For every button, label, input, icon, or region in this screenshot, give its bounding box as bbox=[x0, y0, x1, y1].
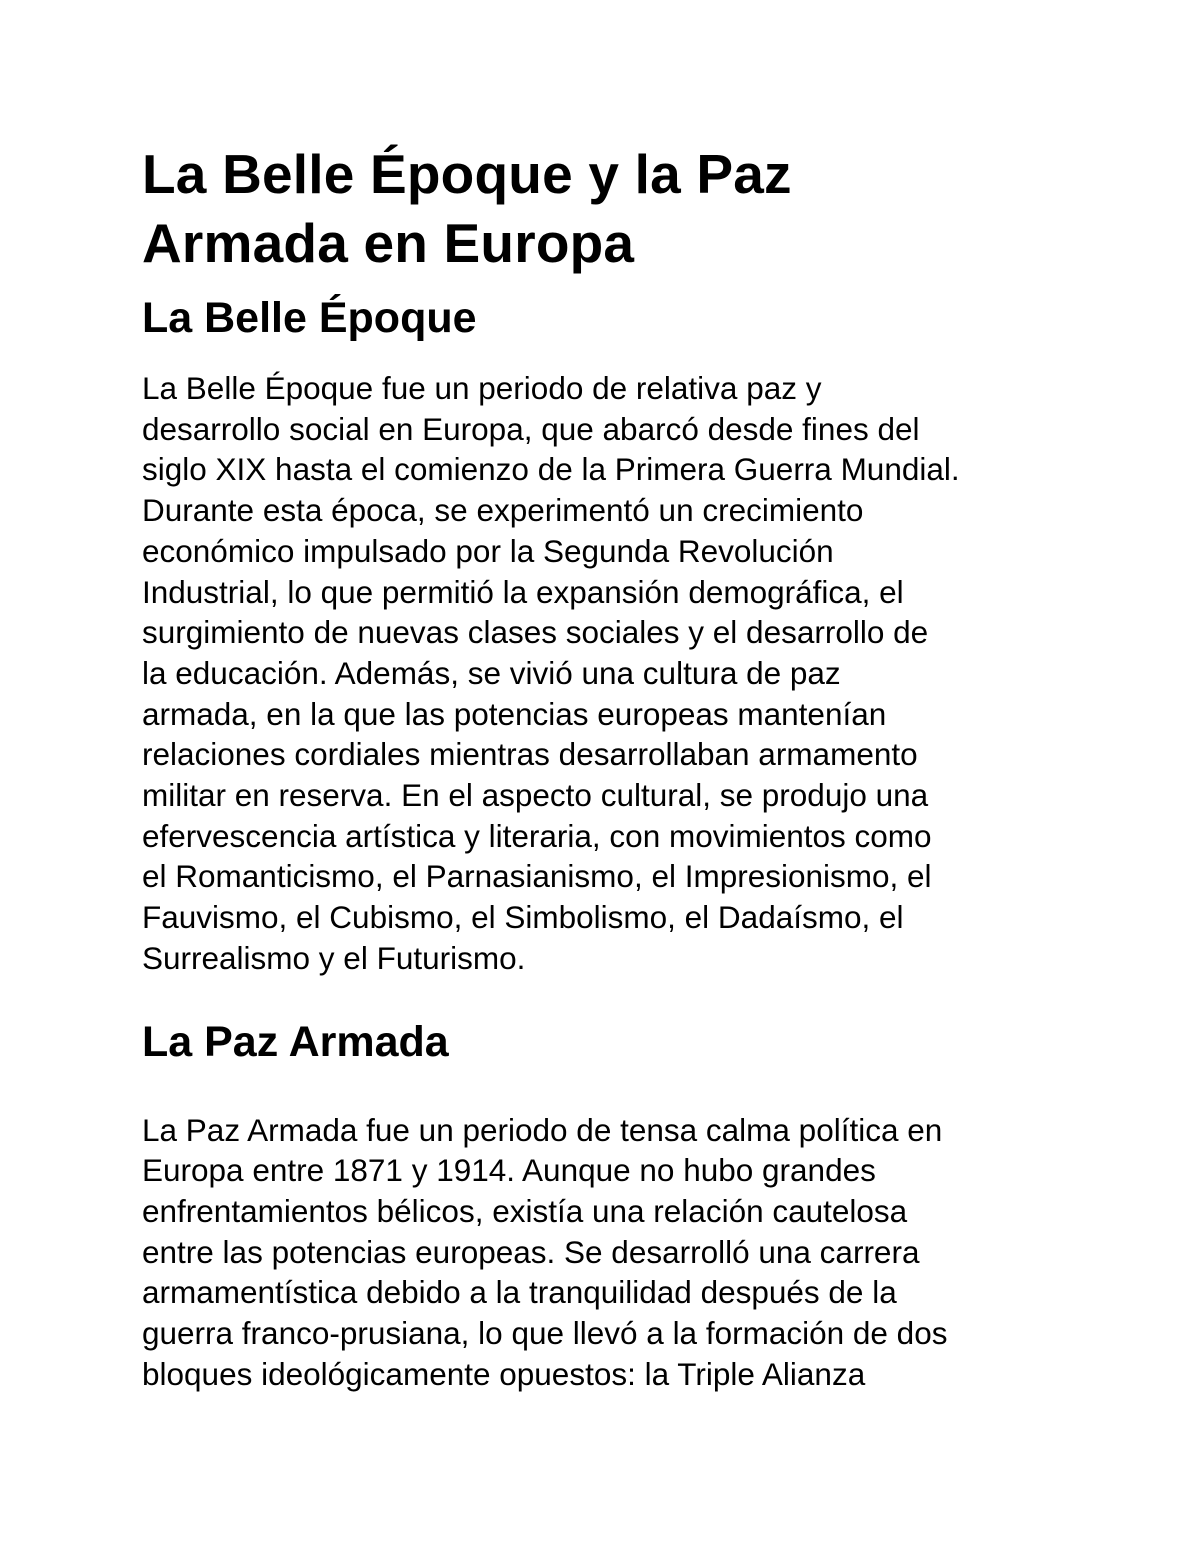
section-heading-belle-epoque: La Belle Époque bbox=[142, 294, 477, 342]
document-title: La Belle Époque y la Paz Armada en Europa bbox=[142, 143, 792, 274]
paragraph-paz-armada: La Paz Armada fue un periodo de tensa calma política en Europa entre 1871 y 1914. Aunque no hubo grandes enfrentamientos bélicos, existía una relación cautelosa entre las potencias europeas. Se desarrolló una carrera armamentística debido a la tranquilidad después de la guerra franco-prusiana, lo que llevó a la formación de dos bloques ideológicamente opuestos: la Triple Alianza bbox=[142, 1111, 948, 1392]
section-heading-paz-armada: La Paz Armada bbox=[142, 1017, 449, 1066]
document-page bbox=[142, 140, 1082, 1394]
paragraph-belle-epoque: La Belle Époque fue un periodo de relativa paz y desarrollo social en Europa, que abarcó desde fines del siglo XIX hasta el comienzo de la Primera Guerra Mundial. Durante esta época, se experimentó un crecimiento económico impulsado por la Segunda Revolución Industrial, lo que permitió la expansión demográfica, el surgimiento de nuevas clases sociales y el desarrollo de la educación. Además, se vivió una cultura de paz armada, en la que las potencias europeas mantenían relaciones cordiales mientras desarrollaban armamento militar en reserva. En el aspecto cultural, se produjo una efervescencia artística y literaria, con movimientos como el Romanticismo, el Parnasianismo, el Impresionismo, el Fauvismo, el Cubismo, el Simbolismo, el Dadaísmo, el Surrealismo y el Futurismo. bbox=[142, 370, 960, 976]
